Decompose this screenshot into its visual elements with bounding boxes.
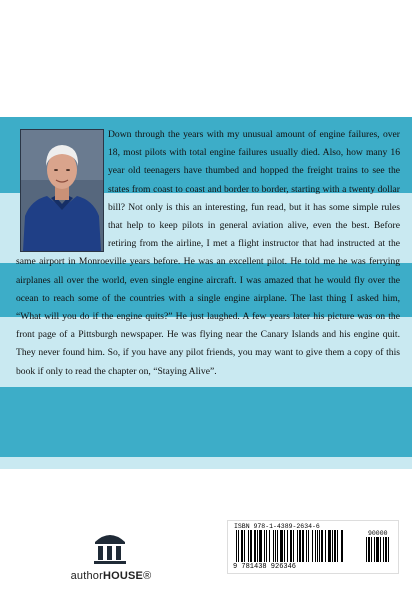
barcode-bar xyxy=(388,537,389,562)
barcode-bar xyxy=(380,537,381,562)
barcode-bar xyxy=(290,530,292,562)
barcode-bar xyxy=(328,530,331,562)
barcode-bar xyxy=(269,530,270,562)
barcode-bar xyxy=(325,530,326,562)
barcode-bar xyxy=(317,530,318,562)
barcode-bar xyxy=(341,530,343,562)
barcode-bar xyxy=(302,530,304,562)
barcode-bar xyxy=(277,530,278,562)
open-book-pillars-icon xyxy=(91,530,129,566)
barcode-bar xyxy=(257,530,258,562)
barcode-bar xyxy=(315,530,316,562)
barcode-bar xyxy=(238,530,239,562)
back-cover-blurb xyxy=(16,126,400,381)
barcode-bar xyxy=(299,530,301,562)
isbn-label: ISBN 978-1-4389-2634-6 xyxy=(234,523,320,530)
barcode-bar xyxy=(321,530,323,562)
photo-spacer xyxy=(16,126,108,252)
publisher-name xyxy=(70,570,152,582)
barcode-bar xyxy=(297,530,298,562)
barcode-bar xyxy=(308,530,309,562)
barcode-bar xyxy=(259,530,262,562)
publisher-name-bold: HOUSE xyxy=(102,570,144,582)
barcode-bar xyxy=(306,530,307,562)
barcode-bar xyxy=(366,537,367,562)
barcode-digits: 9 781438 926346 xyxy=(233,563,297,571)
barcode-bar xyxy=(371,537,372,562)
barcode-bar xyxy=(275,530,276,562)
barcode-bar xyxy=(236,530,237,562)
barcode-bar xyxy=(293,530,294,562)
barcode-bar xyxy=(266,530,267,562)
barcode-bar xyxy=(248,530,249,562)
barcode-bar xyxy=(241,530,243,562)
isbn-barcode xyxy=(227,520,399,574)
barcode-bar xyxy=(385,537,387,562)
barcode-bar xyxy=(368,537,370,562)
teal-stripe xyxy=(0,387,412,457)
publisher-logo xyxy=(70,530,150,590)
barcode-bar xyxy=(334,530,336,562)
blurb-text: Down through the years with my unusual amount of engine failures, over 18, most pilots with total engine failures usually died. Also, how many 16 year old teenagers have thumbed and hopped the freight trains to see the states from coast to coast and border to border, starting with a twenty dollar bill? Not only is this an interesting, fun read, but it has some simple rules that help to keep pilots in general aviation alive, even the best. Before retiring from the airline, I met a flight instructor that had instructed at the same airport in Monroeville years before. He was an excellent pilot. He told me he was ferrying airplanes all over the world, even single engine aircraft. I was amazed that he would fly over the ocean to reach some of the countries with a single engine airplane. The last thing I asked him, “What will you do if the engine quits?” He just laughed. A few years later his picture was on the front page of a Pittsburgh newspaper. He was flying near the Canary Islands and his engine quit. They never found him. So, if you have any pilot friends, you may want to give them a copy of this book if only to read the chapter on, “Staying Alive”. xyxy=(16,129,400,377)
barcode-bar xyxy=(284,530,285,562)
barcode-bar xyxy=(319,530,320,562)
barcode-bar xyxy=(312,530,313,562)
barcode-bar xyxy=(383,537,384,562)
barcode-bar xyxy=(374,537,375,562)
light-stripe xyxy=(0,457,412,469)
barcode-bar xyxy=(332,530,333,562)
barcode-bar xyxy=(273,530,274,562)
barcode-bar xyxy=(254,530,256,562)
addon-barcode-bars xyxy=(366,537,394,562)
ean-barcode-bars xyxy=(236,530,362,562)
barcode-bar xyxy=(244,530,245,562)
barcode-bar xyxy=(376,537,379,562)
barcode-bar xyxy=(337,530,338,562)
barcode-bar xyxy=(287,530,288,562)
barcode-bar xyxy=(250,530,252,562)
trademark-symbol: ® xyxy=(143,570,152,582)
publisher-name-light: author xyxy=(70,570,103,582)
barcode-bar xyxy=(280,530,283,562)
price-code: 90000 xyxy=(368,530,388,537)
barcode-bar xyxy=(264,530,265,562)
